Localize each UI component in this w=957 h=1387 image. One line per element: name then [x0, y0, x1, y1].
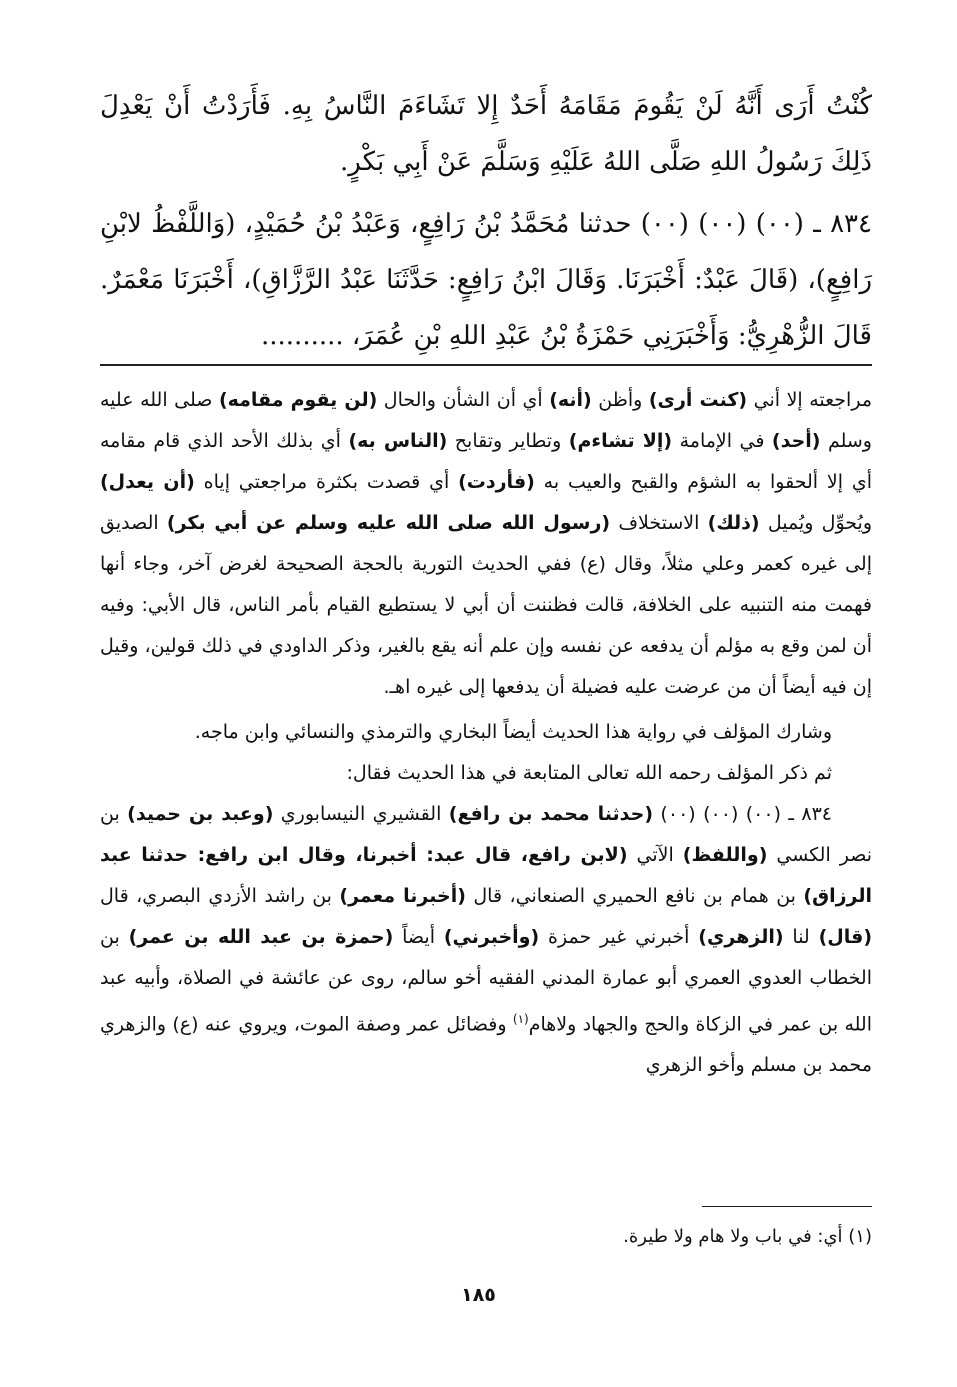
- commentary-paragraph-1: مراجعته إلا أني (كنت أرى) وأظن (أنه) أي أن الشأن والحال (لن يقوم مقامه) صلى الله عليه وسلم (أحد) في الإمامة (إلا تشاءم) وتطاير وتقابح (الناس به) أي بذلك الأحد الذي قام مقامه أي إلا ألحقوا به الشؤم والقبح والعيب به (فأردت) أي قصدت بكثرة مراجعتي إياه (أن يعدل) ويُحوِّل ويُميل (ذلك) الاستخلاف (رسول الله صلى الله عليه وسلم عن أبي بكر) الصديق إلى غيره كعمر وعلي مثلاً، وقال (ع) ففي الحديث التورية بالحجة الصحيحة لغرض آخر، وجاء أنها فهمت منه التنبيه على الخلافة، قالت فظننت أن أبي لا يستطيع القيام بأمر الناس، قال الأبي: وفيه أن لمن وقع به مؤلم أن يدفعه عن نفسه وإن علم أنه يقع بالغير، وذكر الداودي في ذلك قولين، وقيل إن فيه أيضاً أن من عرضت عليه فضيلة أن يدفعها إلى غيره اهـ.: [100, 389, 872, 698]
- hadith-834: [100, 196, 872, 364]
- bold-segment: (ذلك): [707, 512, 760, 534]
- commentary: [100, 380, 872, 1086]
- hadith-834-text: ٨٣٤ ـ (٠٠) (٠٠) (٠٠) حدثنا مُحَمَّدُ بْنُ رَافِعٍ، وَعَبْدُ بْنُ حُمَيْدٍ، (وَاللَّفْظُ لابْنِ رَافِعٍ)، (قَالَ عَبْدٌ: أَخْبَرَنَا. وَقَالَ ابْنُ رَافِعٍ: حَدَّثَنَا عَبْدُ الرَّزَّاقِ)، أَخْبَرَنَا مَعْمَرٌ. قَالَ الزُّهْرِيُّ: وَأَخْبَرَنِي حَمْزَةُ بْنُ عَبْدِ اللهِ بْنِ عُمَرَ، ..........: [100, 209, 872, 351]
- bold-segment: (أخبرنا معمر): [339, 885, 466, 907]
- bold-segment: (وعبد بن حميد): [127, 803, 274, 825]
- bold-segment: (واللفظ): [682, 844, 768, 866]
- footnote-text: (١) أي: في باب ولا هام ولا طيرة.: [623, 1226, 872, 1247]
- bold-segment: (إلا تشاءم): [568, 430, 673, 452]
- bold-segment: (أنه): [549, 389, 592, 411]
- bold-segment: (وأخبرني): [443, 926, 540, 948]
- footnote-divider: [702, 1206, 872, 1207]
- bold-segment: (قال): [818, 926, 873, 948]
- commentary-paragraph-4: ٨٣٤ ـ (٠٠) (٠٠) (٠٠) (حدثنا محمد بن رافع) القشيري النيسابوري (وعبد بن حميد) بن نصر الكسي (واللفظ) الآتي (لابن رافع، قال عبد: أخبرنا، وقال ابن رافع: حدثنا عبد الرزاق) بن همام بن نافع الحميري الصنعاني، قال (أخبرنا معمر) بن راشد الأزدي البصري، قال (قال) لنا (الزهري) أخبرني غير حمزة (وأخبرني) أيضاً (حمزة بن عبد الله بن عمر) بن الخطاب العدوي العمري أبو عمارة المدني الفقيه أخو سالم، روى عن عائشة في الصلاة، وأبيه عبد الله بن عمر في الزكاة والحج والجهاد ولاهام$^{(١)}$ وفضائل عمر وصفة الموت، ويروي عنه (ع) والزهري محمد بن مسلم وأخو الزهري: [100, 803, 873, 1077]
- bold-segment: (الزهري): [698, 926, 784, 948]
- footnote-marker: (١): [512, 1012, 529, 1026]
- hadith-continuation-text: كُنْتُ أَرَى أَنَّهُ لَنْ يَقُومَ مَقَامَهُ أَحَدٌ إِلا تَشَاءَمَ النَّاسُ بِهِ. فَأَرَدْتُ أَنْ يَعْدِلَ ذَلِكَ رَسُولُ اللهِ صَلَّى اللهُ عَلَيْهِ وَسَلَّمَ عَنْ أَبِي بَكْرٍ.: [100, 91, 872, 177]
- bold-segment: (الناس به): [348, 430, 448, 452]
- commentary-paragraph-3: ثم ذكر المؤلف رحمه الله تعالى المتابعة في هذا الحديث فقال:: [346, 762, 832, 784]
- commentary-paragraph-2: وشارك المؤلف في رواية هذا الحديث أيضاً البخاري والترمذي والنسائي وابن ماجه.: [194, 721, 832, 743]
- bold-segment: (رسول الله صلى الله عليه وسلم عن أبي بكر): [166, 512, 611, 534]
- bold-segment: (فأردت): [458, 471, 535, 493]
- bold-segment: (حمزة بن عبد الله بن عمر): [128, 926, 394, 948]
- text-commentary-divider: [100, 364, 872, 366]
- bold-segment: (لابن رافع، قال عبد: أخبرنا، وقال ابن رافع: حدثنا عبد الرزاق): [100, 844, 872, 907]
- bold-segment: (حدثنا محمد بن رافع): [448, 803, 654, 825]
- bold-segment: (أحد): [771, 430, 821, 452]
- footnote: [100, 1222, 872, 1252]
- hadith-continuation: [100, 78, 872, 190]
- page-number: ١٨٥: [461, 1284, 496, 1306]
- bold-segment: (كنت أرى): [648, 389, 748, 411]
- bold-segment: (لن يقوم مقامه): [218, 389, 378, 411]
- bold-segment: (أن يعدل): [100, 471, 195, 493]
